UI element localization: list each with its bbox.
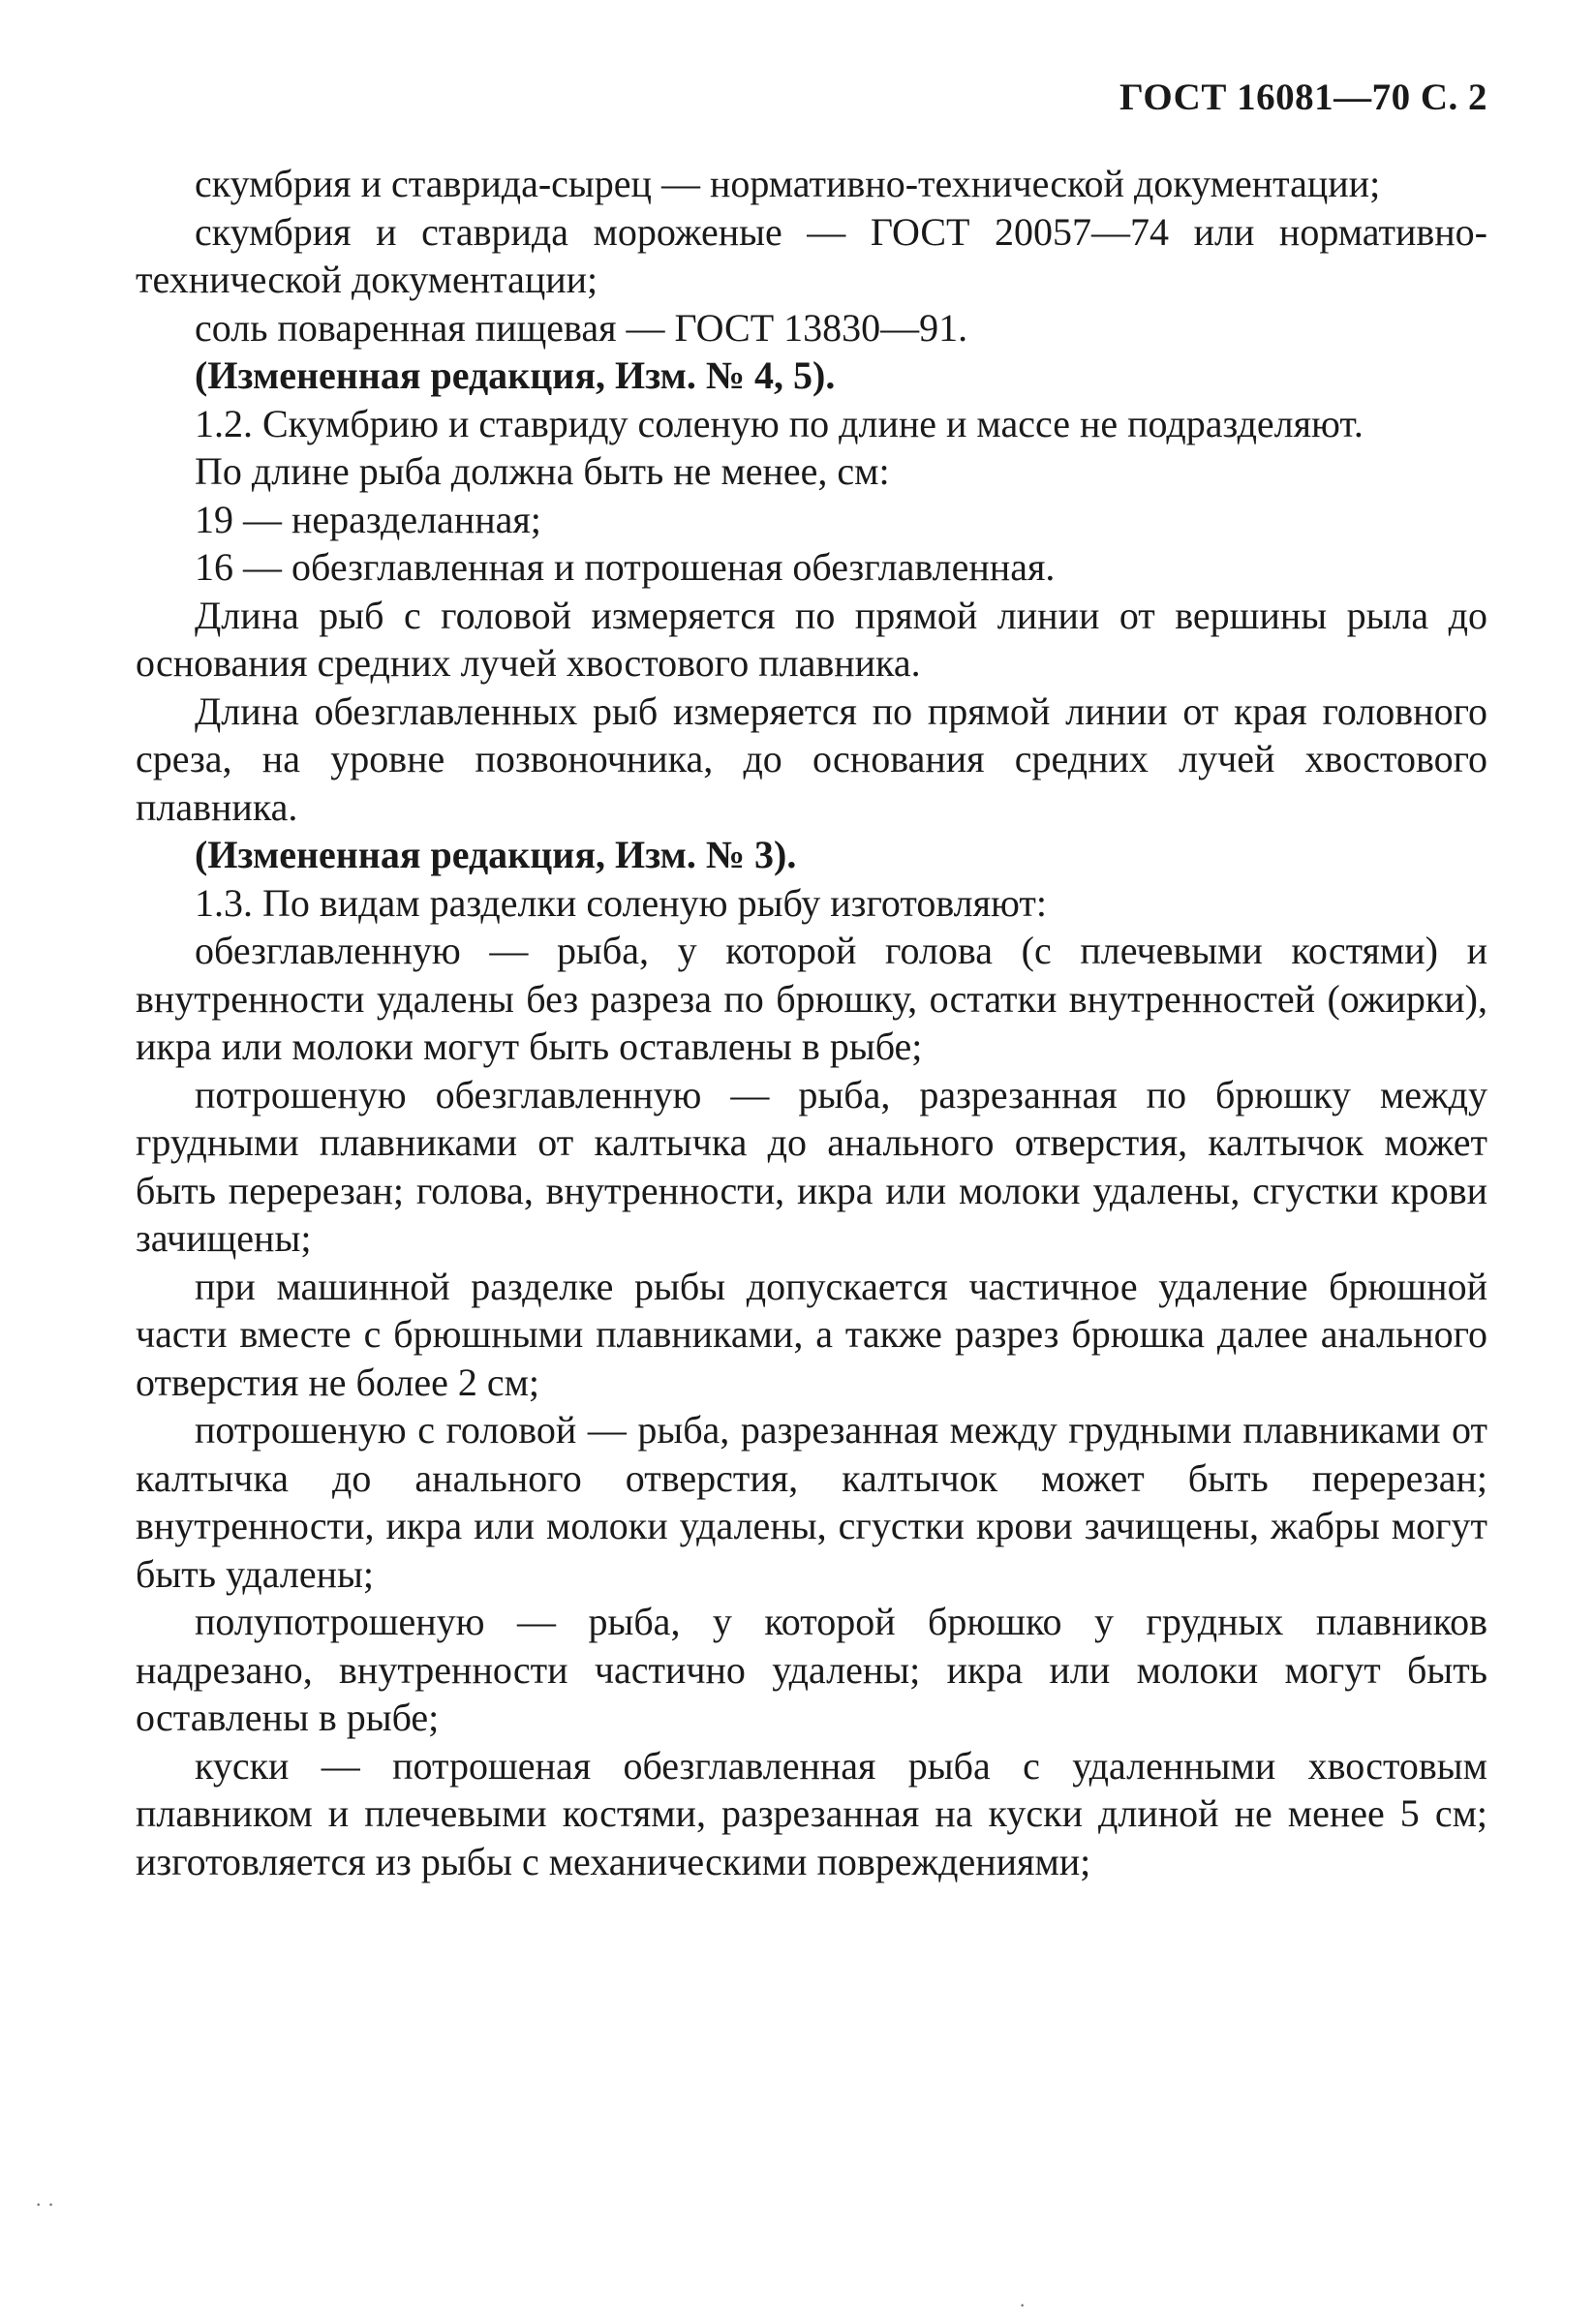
paragraph: 19 — неразделанная; xyxy=(195,497,541,541)
amendment-note: (Измененная редакция, Изм. № 4, 5). xyxy=(195,353,836,397)
paragraph: соль поваренная пищевая — ГОСТ 13830—91. xyxy=(195,305,968,350)
paragraph: скумбрия и ставрида мороженые — ГОСТ 20057—74 или нормативно-технической документации; xyxy=(136,209,1487,301)
scan-artifact-mark: · · xyxy=(35,2192,55,2217)
paragraph: куски — потрошеная обезглавленная рыба с удаленными хвостовым плавником и плечевыми костями, разрезанная на куски длиной не менее 5 см; изготовляется из рыбы с механическими повреждениями; xyxy=(136,1743,1487,1883)
paragraph: при машинной разделке рыбы допускается частичное удаление брюшной части вместе с брюшными плавниками, а также разрез брюшка далее анального отверстия не более 2 см; xyxy=(136,1264,1487,1404)
clause-1-2: 1.2. Скумбрию и ставриду соленую по длине и массе не подразделяют. xyxy=(195,401,1364,445)
paragraph: Длина рыб с головой измеряется по прямой линии от вершины рыла до основания средних лучей хвостового плавника. xyxy=(136,593,1487,685)
paragraph: 16 — обезглавленная и потрошеная обезглавленная. xyxy=(195,545,1056,589)
paragraph: потрошеную обезглавленную — рыба, разрезанная по брюшку между грудными плавниками от калтычка до анального отверстия, калтычок может быть перерезан; голова, внутренности, икра или молоки удалены, сгустки крови зачищены; xyxy=(136,1072,1487,1260)
page-header: ГОСТ 16081—70 С. 2 xyxy=(1119,76,1487,118)
scan-artifact-mark: · xyxy=(1019,2293,1027,2317)
paragraph: полупотрошеную — рыба, у которой брюшко у грудных плавников надрезано, внутренности частично удалены; икра или молоки могут быть оставлены в рыбе; xyxy=(136,1600,1487,1739)
paragraph: потрошеную с головой — рыба, разрезанная между грудными плавниками от калтычка до анального отверстия, калтычок может быть перерезан; внутренности, икра или молоки удалены, сгустки крови зачищены, жабры могут быть удалены; xyxy=(136,1408,1487,1596)
document-body xyxy=(136,160,1487,1885)
paragraph: обезглавленную — рыба, у которой голова (с плечевыми костями) и внутренности удалены без разреза по брюшку, остатки внутренностей (ожирки), икра или молоки могут быть оставлены в рыбе; xyxy=(136,929,1487,1068)
amendment-note: (Измененная редакция, Изм. № 3). xyxy=(195,833,797,876)
paragraph: По длине рыба должна быть не менее, см: xyxy=(195,449,890,493)
paragraph: Длина обезглавленных рыб измеряется по прямой линии от края головного среза, на уровне позвоночника, до основания средних лучей хвостового плавника. xyxy=(136,688,1487,829)
clause-1-3: 1.3. По видам разделки соленую рыбу изготовляют: xyxy=(195,880,1047,925)
paragraph: скумбрия и ставрида-сырец — нормативно-технической документации; xyxy=(195,162,1381,205)
